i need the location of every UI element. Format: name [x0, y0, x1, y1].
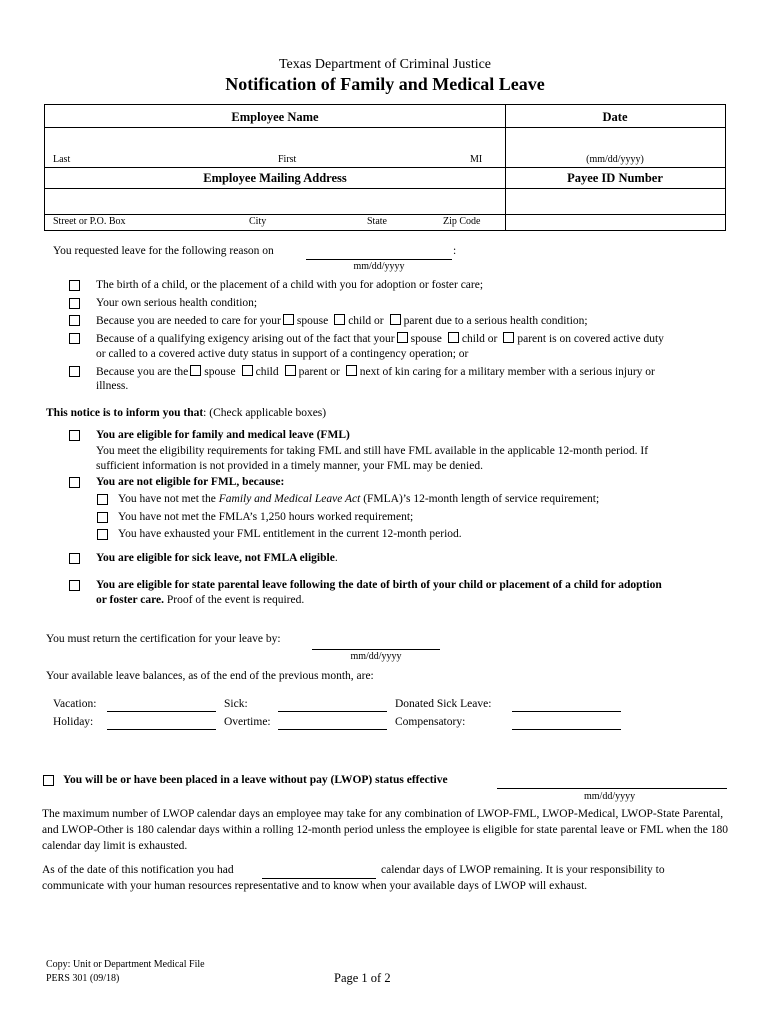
reason-date-field[interactable]	[306, 259, 452, 260]
sick-leave-line	[96, 552, 338, 564]
reason-exigency-line	[96, 332, 664, 345]
military-kin-label: next of kin caring for a military member with a serious injury or	[359, 366, 655, 378]
donated-label: Donated Sick Leave:	[395, 698, 492, 710]
notice-intro-rest: : (Check applicable boxes)	[203, 407, 327, 419]
reason-care-text: Because you are needed to care for your	[96, 315, 281, 327]
mailing-address-input[interactable]	[47, 190, 503, 212]
military-parent-label: parent or	[298, 366, 340, 378]
reason-birth-text: The birth of a child, or the placement of a child with you for adoption or foster care;	[96, 279, 484, 291]
overtime-field[interactable]	[278, 729, 387, 730]
state-label: State	[367, 216, 387, 227]
lwop-remaining-text-b: calendar days of LWOP remaining. It is your responsibility to	[381, 864, 665, 876]
parental-leave-line-2	[96, 594, 304, 606]
ne-length-act-name: Family and Medical Leave Act	[218, 493, 361, 505]
first-label: First	[278, 154, 297, 165]
ne-length-text-b: (FMLA)’s 12-month length of service requirement;	[360, 493, 600, 505]
sick-field[interactable]	[278, 711, 387, 712]
exigency-parent-checkbox[interactable]	[503, 332, 514, 343]
footer-form-number: PERS 301 (09/18)	[46, 973, 120, 984]
military-kin-checkbox[interactable]	[346, 365, 357, 376]
military-spouse-label: spouse	[204, 366, 236, 378]
ne-hours-text: You have not met the FMLA’s 1,250 hours worked requirement;	[118, 511, 414, 523]
reason-prompt: You requested leave for the following reason on	[53, 245, 274, 257]
form-title: Notification of Family and Medical Leave	[225, 74, 545, 94]
city-label: City	[249, 216, 267, 227]
notice-intro-bold: This notice is to inform you that	[46, 407, 204, 419]
exigency-parent-label: parent is on covered active duty	[517, 333, 664, 345]
return-date-hint: mm/dd/yyyy	[350, 651, 402, 662]
ne-exhausted-text: You have exhausted your FML entitlement in the current 12-month period.	[118, 528, 462, 540]
mi-label: MI	[470, 154, 483, 165]
military-child-label: child	[255, 366, 279, 378]
balances-intro: Your available leave balances, as of the end of the previous month, are:	[46, 670, 374, 682]
reason-birth-checkbox[interactable]	[69, 280, 80, 291]
payee-id-input[interactable]	[507, 190, 723, 212]
employee-name-input[interactable]	[47, 129, 503, 154]
sick-label: Sick:	[224, 698, 248, 710]
date-header: Date	[602, 110, 628, 124]
care-parent-checkbox[interactable]	[390, 314, 401, 325]
street-label: Street or P.O. Box	[53, 216, 126, 227]
parental-leave-text-2: or foster care.	[96, 594, 165, 606]
reason-date-hint: mm/dd/yyyy	[353, 261, 405, 272]
sick-leave-checkbox[interactable]	[69, 553, 80, 564]
vacation-field[interactable]	[107, 711, 216, 712]
reason-military-line	[96, 365, 655, 378]
holiday-label: Holiday:	[53, 716, 94, 728]
return-date-field[interactable]	[312, 649, 440, 650]
reason-care-checkbox[interactable]	[69, 315, 80, 326]
parental-leave-checkbox[interactable]	[69, 580, 80, 591]
donated-field[interactable]	[512, 711, 621, 712]
page-number: Page 1 of 2	[334, 971, 391, 985]
care-spouse-checkbox[interactable]	[283, 314, 294, 325]
reason-exigency-checkbox[interactable]	[69, 333, 80, 344]
lwop-max-paragraph: The maximum number of LWOP calendar days an employee may take for any combination of LWOP-FML, LWOP-Medical, LWOP-State Parental, and LWOP-Other is 180 calendar days within a rolling 12-month period unless the employee is eligible for state parental leave or FML when the 180 calendar day limit is exhausted.	[42, 808, 728, 852]
lwop-remaining-text-a: As of the date of this notification you had	[42, 864, 234, 876]
care-child-label: child or	[348, 315, 384, 327]
eligible-fml-text-2: sufficient information is not provided in a timely manner, your FML may be denied.	[96, 460, 483, 472]
not-eligible-checkbox[interactable]	[69, 477, 80, 488]
lwop-date-hint: mm/dd/yyyy	[584, 791, 636, 802]
care-parent-label: parent due to a serious health condition;	[403, 315, 588, 327]
payee-id-header: Payee ID Number	[567, 171, 663, 185]
military-spouse-checkbox[interactable]	[190, 365, 201, 376]
compensatory-field[interactable]	[512, 729, 621, 730]
ne-length-text	[118, 493, 599, 505]
employee-info-table	[44, 104, 726, 231]
not-eligible-heading: You are not eligible for FML, because:	[96, 476, 285, 488]
date-input[interactable]	[507, 129, 723, 154]
sick-leave-text: You are eligible for sick leave, not FMLA eligible	[96, 552, 335, 564]
employee-name-header: Employee Name	[231, 110, 319, 124]
reason-care-line	[96, 314, 588, 327]
last-label: Last	[53, 154, 71, 165]
ne-length-checkbox[interactable]	[97, 494, 108, 505]
reason-exigency-text: Because of a qualifying exigency arising out of the fact that your	[96, 333, 395, 345]
reason-military-text-2: illness.	[96, 380, 129, 392]
footer-copy: Copy: Unit or Department Medical File	[46, 959, 205, 970]
overtime-label: Overtime:	[224, 716, 271, 728]
reason-own-health-text: Your own serious health condition;	[96, 297, 258, 309]
parental-leave-proof: Proof of the event is required.	[164, 594, 305, 606]
reason-own-health-checkbox[interactable]	[69, 298, 80, 309]
holiday-field[interactable]	[107, 729, 216, 730]
lwop-date-field[interactable]	[497, 788, 727, 789]
lwop-text: You will be or have been placed in a leave without pay (LWOP) status effective	[63, 774, 448, 786]
reason-exigency-text-2: or called to a covered active duty status in support of a contingency operation; or	[96, 348, 469, 360]
military-parent-checkbox[interactable]	[285, 365, 296, 376]
return-text: You must return the certification for your leave by:	[46, 633, 281, 645]
reason-military-checkbox[interactable]	[69, 366, 80, 377]
exigency-spouse-label: spouse	[410, 333, 442, 345]
exigency-child-checkbox[interactable]	[448, 332, 459, 343]
eligible-fml-checkbox[interactable]	[69, 430, 80, 441]
parental-leave-text-1: You are eligible for state parental leave following the date of birth of your child or placement of a child for adoption	[96, 579, 662, 591]
date-format-label: (mm/dd/yyyy)	[586, 154, 644, 165]
notice-intro	[46, 407, 326, 419]
agency-name: Texas Department of Criminal Justice	[278, 57, 492, 72]
lwop-remaining-field[interactable]	[262, 878, 376, 879]
reason-colon: :	[453, 245, 457, 257]
sick-leave-period: .	[334, 552, 338, 564]
lwop-remaining-text-c: communicate with your human resources representative and to know when your available days of LWOP will exhaust.	[42, 880, 588, 892]
mailing-address-header: Employee Mailing Address	[203, 171, 347, 185]
care-spouse-label: spouse	[296, 315, 329, 327]
zip-label: Zip Code	[443, 216, 481, 227]
reason-military-text: Because you are the	[96, 366, 189, 378]
ne-hours-checkbox[interactable]	[97, 512, 108, 523]
eligible-fml-text-1: You meet the eligibility requirements for taking FML and still have FML available in the applicable 12-month period. If	[96, 445, 649, 457]
ne-length-text-a: You have not met the	[118, 493, 219, 505]
exigency-child-label: child or	[461, 333, 498, 345]
eligible-fml-heading: You are eligible for family and medical leave (FML)	[96, 429, 350, 441]
ne-exhausted-checkbox[interactable]	[97, 529, 108, 540]
military-child-checkbox[interactable]	[242, 365, 253, 376]
exigency-spouse-checkbox[interactable]	[397, 332, 408, 343]
vacation-label: Vacation:	[53, 698, 97, 710]
compensatory-label: Compensatory:	[395, 716, 466, 728]
lwop-checkbox[interactable]	[43, 775, 54, 786]
care-child-checkbox[interactable]	[334, 314, 345, 325]
